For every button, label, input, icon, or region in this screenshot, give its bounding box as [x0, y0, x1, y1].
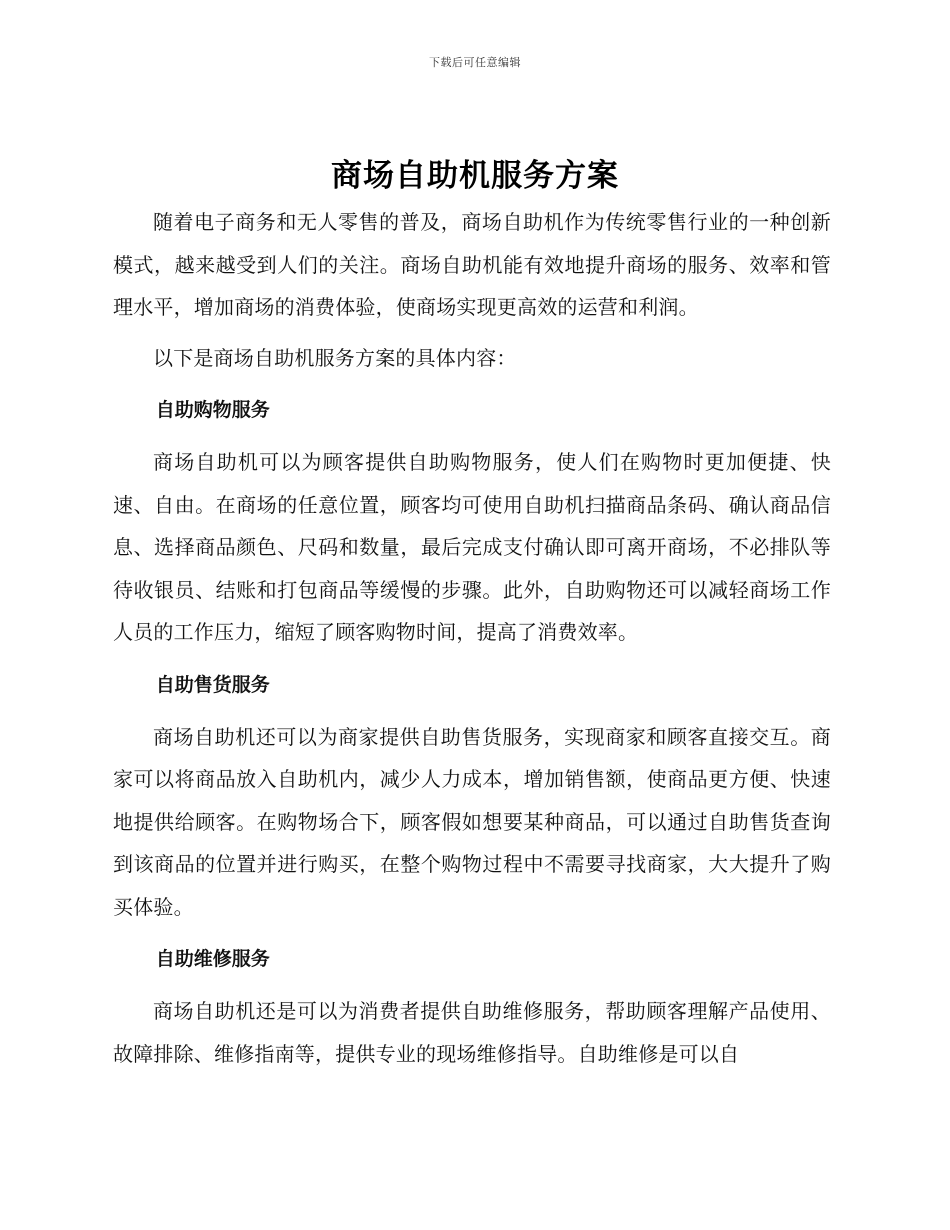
section-paragraph-shopping: 商场自助机可以为顾客提供自助购物服务，使人们在购物时更加便捷、快速、自由。在商场的任意位置，顾客均可使用自助机扫描商品条码、确认商品信息、选择商品颜色、尺码和数量，最后完成支付确认即可离开商场，不必排队等待收银员、结账和打包商品等缓慢的步骤。此外，自助购物还可以减轻商场工作人员的工作压力，缩短了顾客购物时间，提高了消费效率。	[113, 450, 831, 644]
intro-paragraph: 随着电子商务和无人零售的普及，商场自助机作为传统零售行业的一种创新模式，越来越受到人们的关注。商场自助机能有效地提升商场的服务、效率和管理水平，增加商场的消费体验，使商场实现更高效的运营和利润。	[113, 210, 831, 319]
section-heading-repair: 自助维修服务	[155, 948, 270, 970]
document-body	[113, 201, 831, 1075]
section-paragraph-vending: 商场自助机还可以为商家提供自助售货服务，实现商家和顾客直接交互。商家可以将商品放入自助机内，减少人力成本，增加销售额，使商品更方便、快速地提供给顾客。在购物场合下，顾客假如想要某种商品，可以通过自助售货查询到该商品的位置并进行购买，在整个购物过程中不需要寻找商家，大大提升了购买体验。	[113, 724, 831, 919]
header-note: 下载后可任意编辑	[429, 56, 521, 69]
section-heading-shopping: 自助购物服务	[155, 399, 270, 421]
section-paragraph-repair: 商场自助机还是可以为消费者提供自助维修服务，帮助顾客理解产品使用、故障排除、维修指南等，提供专业的现场维修指导。自助维修是可以自	[113, 999, 831, 1066]
document-title: 商场自助机服务方案	[331, 158, 619, 194]
intro-lead-paragraph: 以下是商场自助机服务方案的具体内容：	[153, 345, 517, 370]
section-heading-vending: 自助售货服务	[155, 673, 270, 696]
